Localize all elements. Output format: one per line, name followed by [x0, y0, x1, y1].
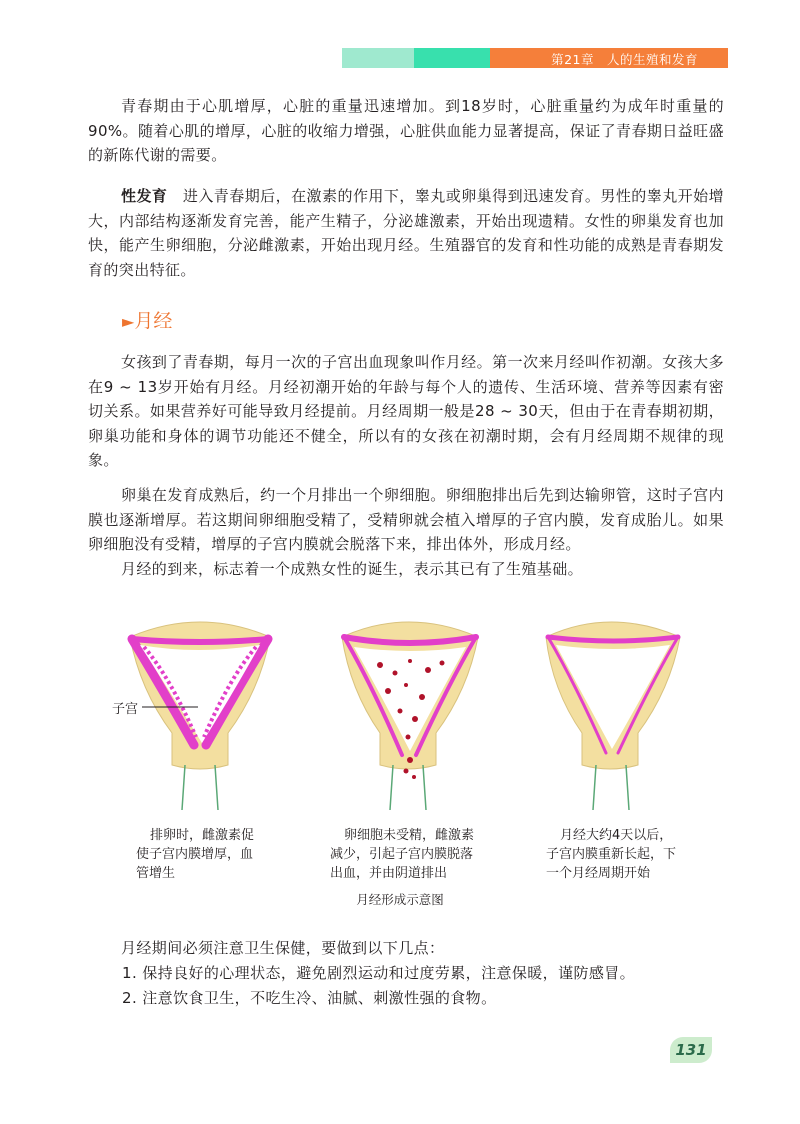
caption-line: 减少，引起子宫内膜脱落: [330, 847, 474, 862]
caption-line: 月经大约4天以后，: [560, 828, 673, 843]
uterus-label: 子宫: [112, 702, 139, 717]
list-item: 1. 保持良好的心理状态，避免剧烈运动和过度劳累，注意保暖，谨防感冒。: [122, 964, 636, 982]
page-number: 131: [670, 1037, 712, 1063]
caption-line: 使子宫内膜增厚，血: [136, 847, 254, 862]
header-segment-light-green: [342, 48, 414, 68]
section-title: 月经: [134, 310, 173, 332]
caption-stage-3: [546, 826, 676, 883]
uterus-stage-shedding: [342, 622, 478, 810]
header-segment-green: [414, 48, 490, 68]
figure-title: 月经形成示意图: [356, 892, 444, 907]
paragraph-significance: 月经的到来，标志着一个成熟女性的诞生，表示其已有了生殖基础。: [121, 560, 584, 578]
list-item: 2. 注意饮食卫生，不吃生冷、油腻、刺激性强的食物。: [122, 989, 497, 1007]
chapter-title: 第21章 人的生殖和发育: [551, 52, 698, 67]
caption-stage-1: [136, 826, 254, 883]
paragraph-menstruation-definition: 女孩到了青春期，每月一次的子宫出血现象叫作月经。第一次来月经叫作初潮。女孩大多在9 ~ 13岁开始有月经。月经初潮开始的年龄与每个人的遗传、生活环境、营养等因素有密切关系。如果营养好可能导致月经提前。月经周期一般是28 ~ 30天，但由于在青春期初期，卵巢功能和身体的调节功能还不健全，所以有的女孩在初潮时期，会有月经周期不规律的现象。: [88, 353, 724, 469]
caption-line: 排卵时，雌激素促: [150, 828, 255, 843]
section-heading: [122, 306, 172, 333]
caption-line: 子宫内膜重新长起，下: [546, 847, 677, 862]
paragraph-ovulation: 卵巢在发育成熟后，约一个月排出一个卵细胞。卵细胞排出后先到达输卵管，这时子宫内膜也逐渐增厚。若这期间卵细胞受精了，受精卵就会植入增厚的子宫内膜，发育成胎儿。如果卵细胞没有受精，增厚的子宫内膜就会脱落下来，排出体外，形成月经。: [88, 486, 724, 553]
paragraph-heart: 青春期由于心肌增厚，心脏的重量迅速增加。到18岁时，心脏重量约为成年时重量的90%。随着心肌的增厚，心脏的收缩力增强，心脏供血能力显著提高，保证了青春期日益旺盛的新陈代谢的需要。: [88, 97, 724, 164]
caption-stage-2: [330, 826, 474, 883]
paragraph-sexual-development: [88, 184, 724, 282]
uterus-stage-regrowth: [546, 622, 680, 810]
caption-line: 卵细胞未受精，雌激素: [344, 828, 475, 843]
caption-line: 管增生: [136, 866, 176, 881]
chapter-header-bar: [342, 48, 728, 68]
caption-line: 一个月经周期开始: [546, 866, 651, 881]
triangle-marker-icon: ►: [122, 312, 135, 331]
paragraph-lead-term: 性发育: [121, 187, 168, 205]
uterus-stage-ovulation: [130, 622, 270, 810]
paragraph-sexual-development-text: 进入青春期后，在激素的作用下，睾丸或卵巢得到迅速发育。男性的睾丸开始增大，内部结构逐渐发育完善，能产生精子，分泌雄激素，开始出现遗精。女性的卵巢发育也加快，能产生卵细胞，分泌雌激素，开始出现月经。生殖器官的发育和性功能的成熟是青春期发育的突出特征。: [88, 187, 724, 279]
paragraph-hygiene-intro: 月经期间必须注意卫生保健，要做到以下几点：: [121, 939, 445, 957]
caption-line: 出血，并由阴道排出: [330, 866, 448, 881]
